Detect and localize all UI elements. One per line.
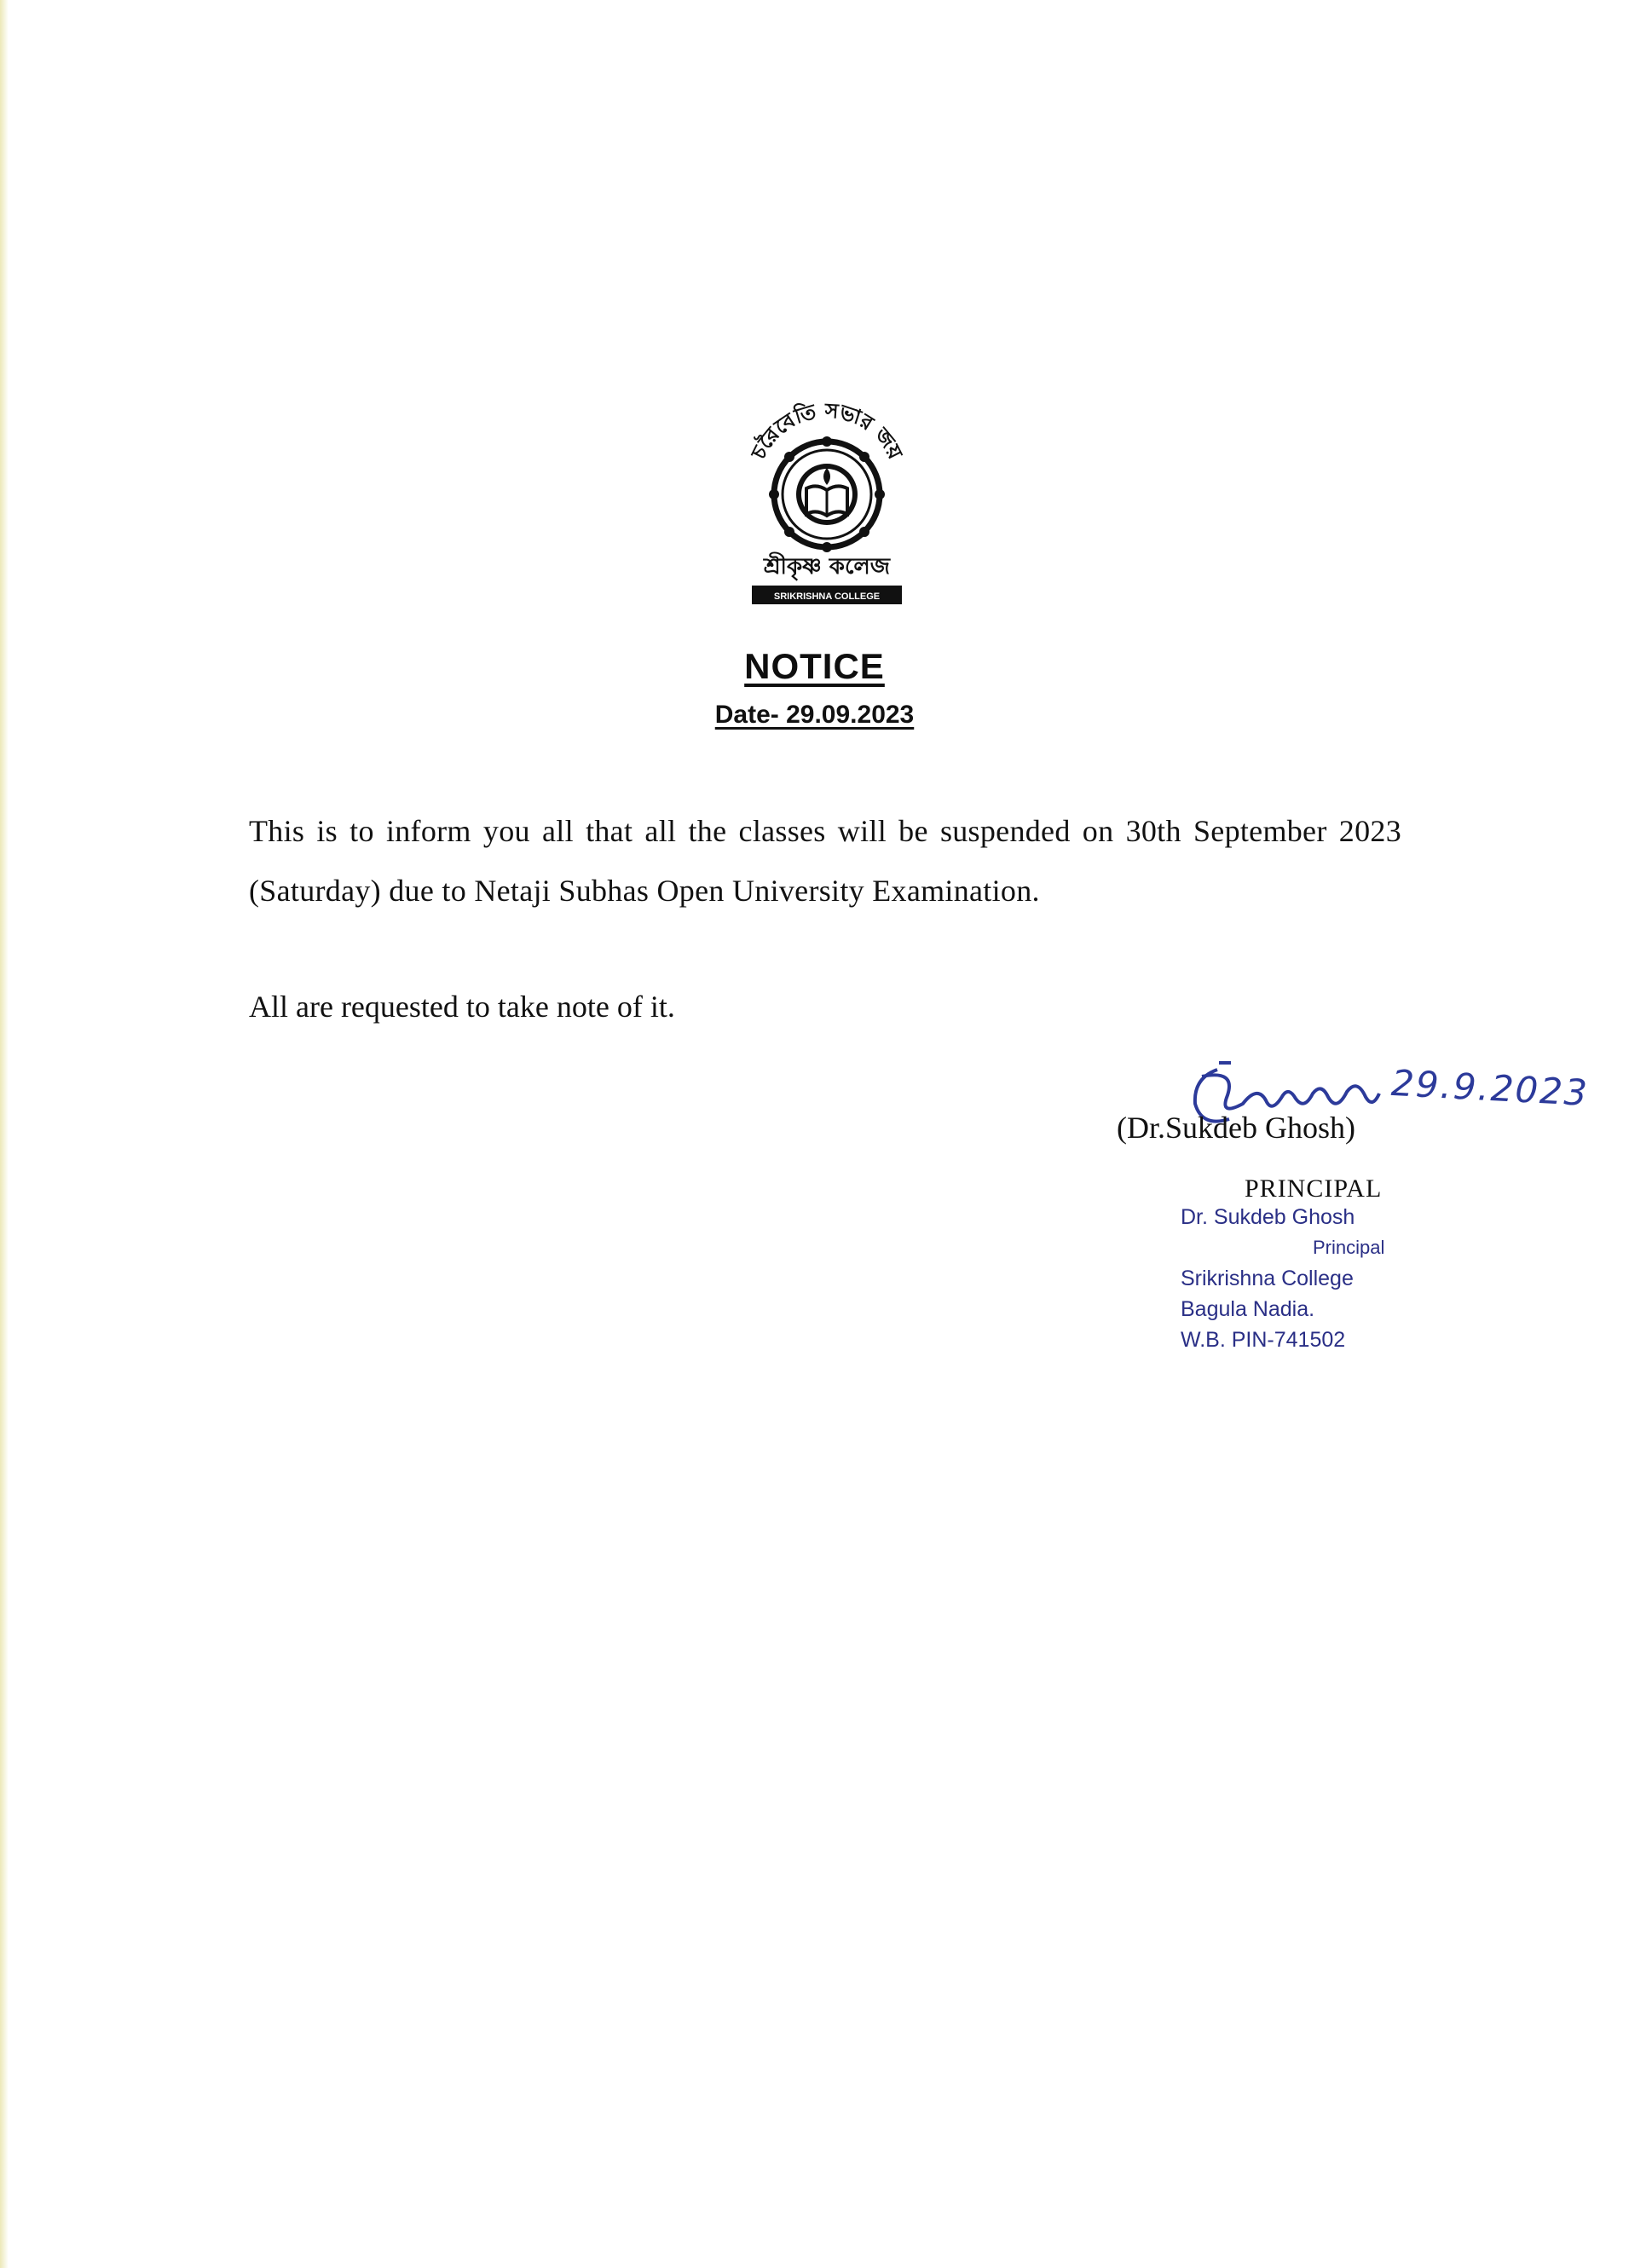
paper-edge [0, 0, 9, 2268]
logo-arc-text: চরৈবেতি সভার জয় [746, 398, 908, 464]
college-logo [733, 388, 921, 609]
notice-date: Date- 29.09.2023 [714, 701, 915, 729]
official-stamp [1181, 1202, 1436, 1355]
signature-date: 29.9.2023 [1389, 1061, 1590, 1115]
logo-banner-text: SRIKRISHNA COLLEGE [773, 592, 881, 602]
stamp-designation: Principal [1313, 1237, 1385, 1258]
stamp-location: Bagula Nadia. [1181, 1297, 1315, 1321]
svg-text:চরৈবেতি সভার জয় [746, 399, 907, 464]
signatory-name: (Dr.Sukdeb Ghosh) [1117, 1111, 1355, 1145]
logo-name-bn: শ্রীকৃষ্ণ কলেজ [763, 554, 891, 580]
notice-note: All are requested to take note of it. [249, 990, 675, 1024]
stamp-pin: W.B. PIN-741502 [1181, 1328, 1346, 1352]
notice-title: NOTICE [744, 646, 885, 686]
svg-text:Sukdeb Ghosh: Sukdeb Ghosh [1176, 1044, 1181, 1045]
stamp-name: Dr. Sukdeb Ghosh [1181, 1205, 1355, 1229]
notice-body: This is to inform you all that all the classes will be suspended on 30th September 2023 (Saturday) due to Netaji Subhas Open University Examination. [249, 814, 1401, 908]
stamp-college: Srikrishna College [1181, 1267, 1354, 1290]
signatory-title: PRINCIPAL [1245, 1174, 1383, 1203]
